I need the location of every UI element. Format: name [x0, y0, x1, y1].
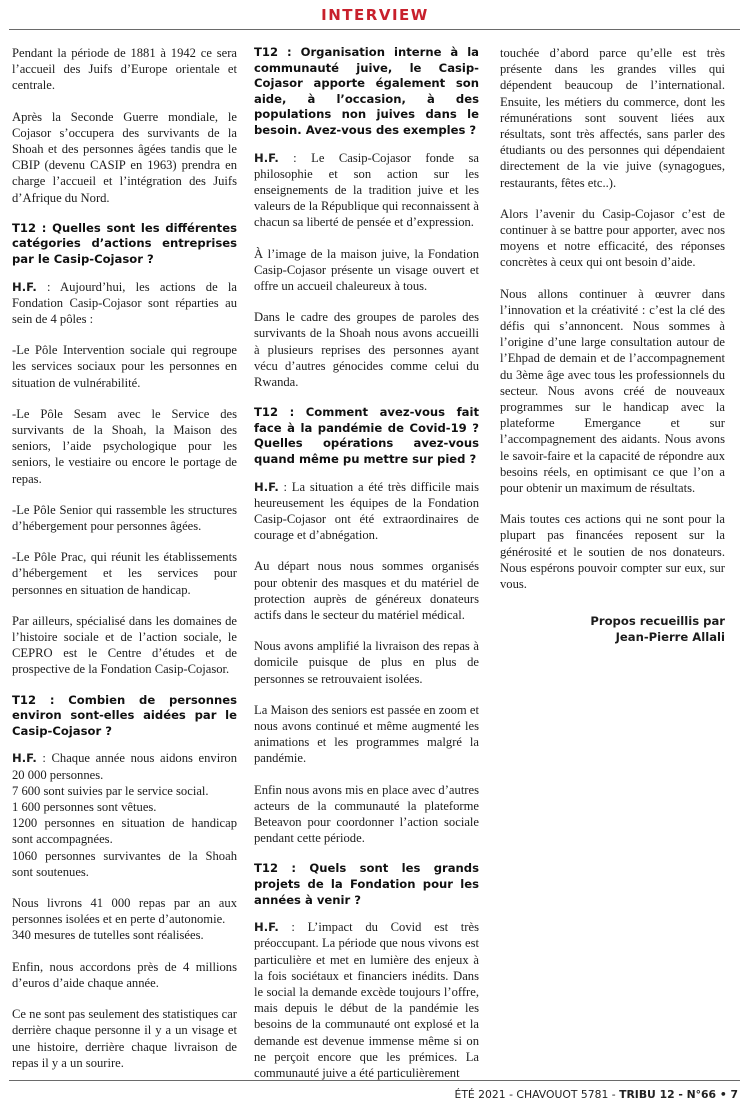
paragraph-text: -Le Pôle Intervention sociale qui regroupe les services sociaux pour les personnes en situation de vulnérabilité. — [12, 343, 237, 390]
paragraph-text: Au départ nous nous sommes organisés pour obtenir des masques et du matériel de protection auprès de généreux donateurs actifs dans le secteur du matériel médical. — [254, 559, 479, 622]
article-paragraph — [254, 309, 479, 390]
speaker-initials: H.F. — [12, 279, 37, 294]
paragraph-line: : Chaque année nous aidons environ 20 000 personnes. — [12, 751, 237, 782]
paragraph-text: touchée d’abord parce qu’elle est très présente dans les grandes villes qui dépendent beaucoup de l’international. Ensuite, les métiers du commerce, dont les rémunérations sont souvent liées aux résultats, sont très affectés, sans parler des étudiants ou des personnes qui dépendaient directement de la vie juive (synagogues, restaurants, fêtes etc..). — [500, 46, 725, 190]
article-paragraph — [500, 45, 725, 191]
paragraph-line: 1200 personnes en situation de handicap sont accompagnées. — [12, 816, 237, 847]
interview-question: T12 : Combien de personnes environ sont-elles aidées par le Casip-Cojasor ? — [12, 692, 237, 738]
speaker-initials: H.F. — [254, 920, 279, 935]
paragraph-text: : Aujourd’hui, les actions de la Fondation Casip-Cojasor sont réparties au sein de 4 pôles : — [12, 279, 237, 327]
paragraph-line: Nous livrons 41 000 repas par an aux personnes isolées et en perte d’autonomie. — [12, 896, 237, 927]
paragraph-text: -Le Pôle Senior qui rassemble les structures d’hébergement pour personnes âgées. — [12, 502, 237, 534]
paragraph-text: : Le Casip-Cojasor fonde sa philosophie et son action sur les enseignements de la tradition juive et les valeurs de la République qui reconnaissent à chacun sa liberté de pensée et d’expression. — [254, 150, 479, 230]
paragraph-text: -Le Pôle Prac, qui réunit les établissements d’hébergement et les services pour personnes en situation de handicap. — [12, 550, 237, 597]
article-paragraph — [254, 919, 479, 1081]
article-paragraph — [12, 109, 237, 206]
paragraph-text: Pendant la période de 1881 à 1942 ce sera l’accueil des Juifs d’Europe orientale et centrale. — [12, 46, 237, 93]
article-paragraph — [12, 895, 237, 944]
bottom-divider — [9, 1080, 740, 1081]
article-column-3 — [500, 45, 725, 1065]
footer-issue-date: ÉTÉ 2021 - CHAVOUOT 5781 - — [454, 1088, 620, 1101]
byline-line: Propos recueillis par — [590, 614, 725, 629]
paragraph-text: À l’image de la maison juive, la Fondation Casip-Cojasor présente un visage ouvert et offre un accueil chaleureux à tous. — [254, 246, 479, 293]
paragraph-text: Ce ne sont pas seulement des statistiques car derrière chaque personne il y a un visage et une histoire, derrière chaque livraison de repas il y a un sourire. — [12, 1007, 237, 1070]
article-paragraph — [12, 406, 237, 487]
article-paragraph — [12, 45, 237, 94]
paragraph-text: Nous avons amplifié la livraison des repas à domicile puisque de plus en plus de personnes se retrouvaient isolées. — [254, 639, 479, 686]
paragraph-line: 340 mesures de tutelles sont réalisées. — [12, 928, 204, 943]
paragraph-text: Alors l’avenir du Casip-Cojasor c’est de continuer à se battre pour apporter, avec nos moyens et notre efficacité, des réponses concrètes à ceux qui ont besoin d’aide. — [500, 206, 725, 270]
article-paragraph — [12, 342, 237, 391]
article-column-1 — [12, 45, 237, 1070]
article-paragraph — [254, 702, 479, 767]
speaker-initials: H.F. — [12, 751, 37, 766]
paragraph-text: Après la Seconde Guerre mondiale, le Cojasor s’occupera des survivants de la Shoah et des personnes âgées tandis que le CBIP (devenu CASIP en 1963) prendra en charge l’accueil et l’intégration des Juifs d’Afrique du Nord. — [12, 109, 237, 205]
paragraph-line: 1060 personnes survivantes de la Shoah sont soutenues. — [12, 848, 237, 879]
speaker-initials: H.F. — [254, 479, 279, 494]
article-paragraph — [254, 782, 479, 847]
paragraph-text: Nous allons continuer à œuvrer dans l’innovation et la créativité : c’est la clé des défis qui s’annoncent. Nous sommes à l’origine d’une large consultation autour de l’Ehpad de demain et de l’accompagnement du 3ème âge avec tous les professionnels du secteur. Nous avons créé de nouveaux programmes sur le handicap avec la plateforme Emergance et sur l’accompagnement des aidants. Nous avons le savoir-faire et la capacité de répondre aux besoins réels, en optimisant ce que l’on a pour obtenir un maximum de résultats. — [500, 286, 725, 496]
speaker-initials: H.F. — [254, 150, 279, 165]
byline-line: Jean-Pierre Allali — [615, 629, 725, 644]
paragraph-text: Mais toutes ces actions qui ne sont pour la plupart pas financées reposent sur la générosité et le soutien de nos donateurs. Nous espérons pouvoir compter sur eux, sur vous. — [500, 512, 725, 592]
paragraph-text: La Maison des seniors est passée en zoom et nous avons continué et même augmenté les animations et les programmes malgré la pandémie. — [254, 702, 479, 766]
article-paragraph — [500, 511, 725, 592]
article-paragraph — [254, 150, 479, 231]
interview-question: T12 : Quelles sont les différentes catégories d’actions entreprises par le Casip-Cojasor ? — [12, 220, 237, 267]
byline — [500, 614, 725, 645]
article-paragraph — [12, 502, 237, 534]
article-paragraph — [254, 638, 479, 687]
paragraph-text: Enfin nous avons mis en place avec d’autres acteurs de la communauté la plateforme Beteavon pour coordonner l’action sociale pendant cette période. — [254, 782, 479, 846]
paragraph-line: 1 600 personnes sont vêtues. — [12, 800, 157, 815]
interview-question: T12 : Quels sont les grands projets de la Fondation pour les années à venir ? — [254, 861, 479, 907]
paragraph-text: : L’impact du Covid est très préoccupant. La période que nous vivons est particulière et met en lumière des enjeux à la fois sociétaux et financiers inédits. Dans le social la demande excède toujours l’offre, mais depuis le début de la pandémie les besoins de la communauté ont explosé et la demande est devenue immense même si on ne perçoit encore que les prémices. La communauté juive a été particulièrement — [254, 920, 479, 1081]
article-paragraph — [12, 959, 237, 991]
section-title: INTERVIEW — [321, 6, 429, 24]
paragraph-line: 7 600 sont suivies par le service social. — [12, 783, 209, 798]
article-paragraph — [500, 286, 725, 497]
article-paragraph — [500, 206, 725, 271]
article-paragraph — [12, 750, 237, 880]
article-column-2 — [254, 45, 479, 1081]
interview-question: T12 : Organisation interne à la communauté juive, le Casip-Cojasor apporte également son aide, à l’occasion, à des populations non juives dans le besoin. Avez-vous des exemples ? — [254, 45, 479, 137]
paragraph-text: Enfin, nous accordons près de 4 millions d’euros d’aide chaque année. — [12, 959, 237, 990]
paragraph-text: Dans le cadre des groupes de paroles des survivants de la Shoah nous avons accueilli à plusieurs reprises des personnes ayant vécu d’autres génocides comme celui du Rwanda. — [254, 310, 479, 389]
paragraph-text: -Le Pôle Sesam avec le Service des survivants de la Shoah, la Maison des seniors, l’aide psychologique pour les seniors, le vestiaire ou encore le portage de repas. — [12, 406, 237, 486]
article-paragraph — [12, 549, 237, 598]
article-paragraph — [12, 1006, 237, 1071]
interview-question: T12 : Comment avez-vous fait face à la pandémie de Covid-19 ? Quelles opérations avez-vous quand même pu mettre sur pied ? — [254, 405, 479, 466]
article-paragraph — [254, 558, 479, 623]
footer-magazine-page: TRIBU 12 - N°66 • 7 — [619, 1088, 738, 1101]
article-paragraph — [12, 279, 237, 328]
article-paragraph — [254, 246, 479, 295]
article-paragraph — [12, 613, 237, 678]
page-footer — [455, 1088, 739, 1101]
top-divider — [9, 29, 740, 30]
paragraph-text: Par ailleurs, spécialisé dans les domaines de l’histoire sociale et de l’action sociale, le CEPRO est le Centre d’études et de prospective de la Fondation Casip-Cojasor. — [12, 613, 237, 677]
article-paragraph — [254, 479, 479, 544]
paragraph-text: : La situation a été très difficile mais heureusement les équipes de la Fondation Casip-Cojasor ont été extraordinaires de courage et d’abnégation. — [254, 479, 479, 543]
